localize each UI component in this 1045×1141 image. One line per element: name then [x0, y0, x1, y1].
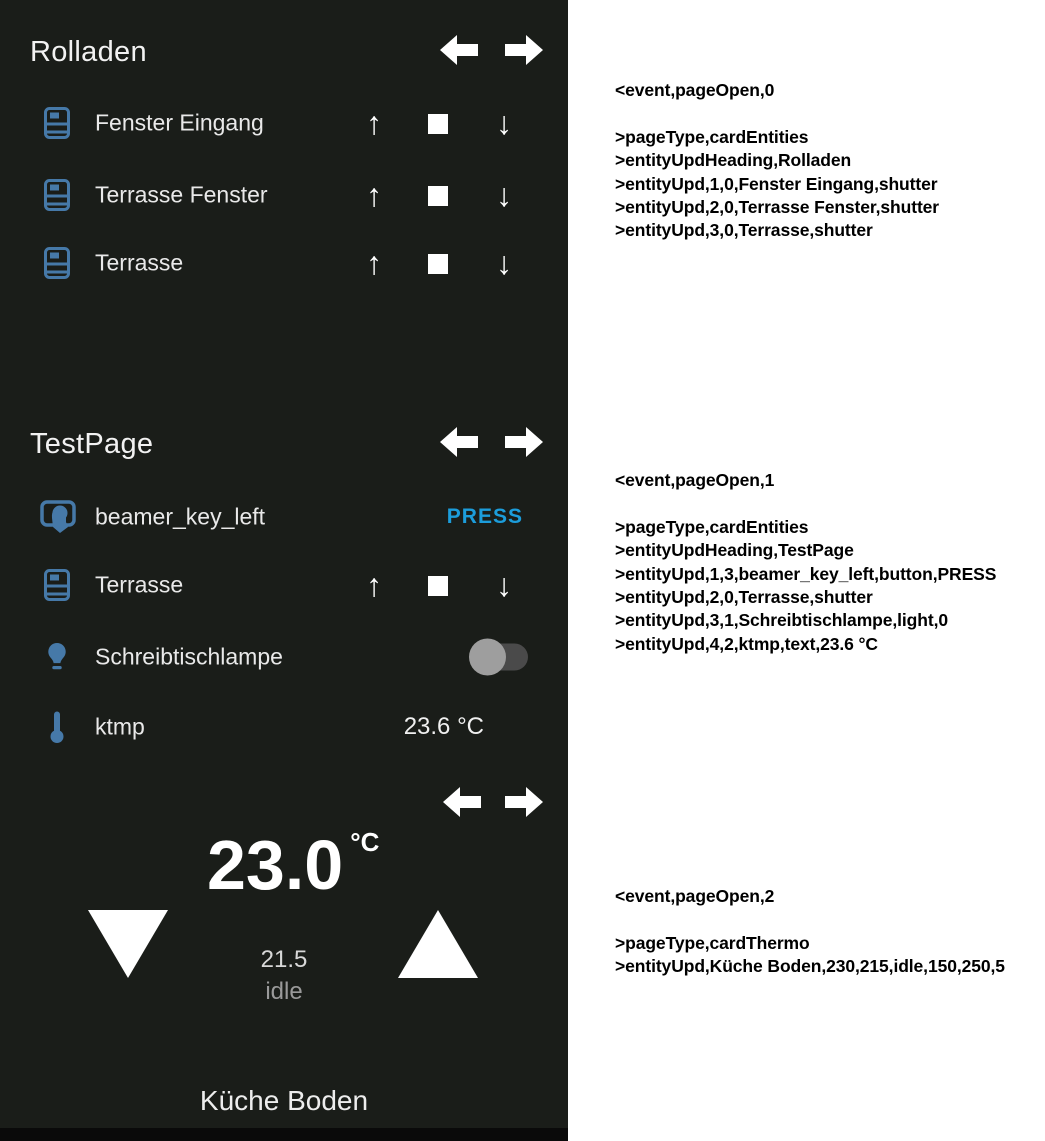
arrow-left-icon	[440, 35, 478, 65]
entity-row-terrasse-fenster	[0, 173, 568, 217]
entity-label: Terrasse	[95, 571, 184, 598]
shutter-icon	[44, 247, 70, 279]
serial-log-line: >entityUpd,3,1,Schreibtischlampe,light,0	[615, 610, 948, 631]
serial-log-line: >entityUpd,2,0,Terrasse,shutter	[615, 587, 873, 608]
entity-label: Schreibtischlampe	[95, 643, 283, 670]
entity-label: Terrasse	[95, 249, 184, 276]
card-testpage	[0, 400, 568, 770]
shutter-stop-button[interactable]	[418, 569, 458, 601]
serial-log-block-page1	[615, 469, 1045, 656]
prev-page-button[interactable]	[443, 787, 481, 817]
page-title: TestPage	[30, 428, 154, 460]
serial-log-line: >entityUpdHeading,TestPage	[615, 540, 854, 561]
thermostat-title: Küche Boden	[199, 1085, 369, 1116]
shutter-down-button[interactable]: ↓	[496, 105, 512, 141]
serial-log-line	[615, 908, 1045, 931]
stop-square-icon	[428, 254, 448, 274]
serial-log-line	[615, 102, 1045, 125]
serial-log-line: >pageType,cardThermo	[615, 932, 810, 953]
serial-log-line: >entityUpd,4,2,ktmp,text,23.6 °C	[615, 633, 878, 654]
shutter-stop-button[interactable]	[418, 247, 458, 279]
entity-row-terrasse	[0, 241, 568, 285]
temperature-value: 23.0	[207, 826, 344, 904]
stop-square-icon	[428, 186, 448, 206]
shutter-icon	[44, 569, 70, 601]
shutter-up-button[interactable]: ↑	[366, 105, 382, 141]
stop-square-icon	[428, 576, 448, 596]
serial-log-line: <event,pageOpen,1	[615, 470, 775, 490]
hvac-state: idle	[265, 978, 303, 1005]
shutter-stop-button[interactable]	[418, 179, 458, 211]
serial-log-line: >entityUpd,1,3,beamer_key_left,button,PRESS	[615, 563, 997, 584]
current-temperature	[207, 826, 380, 904]
setpoint-value: 21.5	[260, 946, 308, 973]
arrow-right-icon	[505, 787, 543, 817]
shutter-icon	[44, 179, 70, 211]
next-page-button[interactable]	[505, 427, 543, 457]
serial-log-block-page2	[615, 885, 1045, 979]
entity-label: Fenster Eingang	[95, 109, 264, 136]
next-page-button[interactable]	[505, 35, 543, 65]
entity-row-terrasse	[0, 563, 568, 607]
prev-page-button[interactable]	[440, 427, 478, 457]
press-button[interactable]: PRESS	[446, 505, 523, 528]
panel-bottom-edge	[0, 1128, 568, 1141]
serial-log-line: >entityUpd,2,0,Terrasse Fenster,shutter	[615, 197, 940, 218]
prev-page-button[interactable]	[440, 35, 478, 65]
serial-log-line: >pageType,cardEntities	[615, 516, 809, 537]
toggle-knob	[469, 639, 506, 676]
annotation-column	[568, 0, 1045, 1141]
serial-log-line: >pageType,cardEntities	[615, 126, 809, 147]
entity-row-schreibtischlampe	[0, 635, 568, 679]
card-rolladen	[0, 0, 568, 400]
serial-log-line: <event,pageOpen,2	[615, 886, 775, 906]
serial-log-line	[615, 492, 1045, 515]
light-toggle-switch[interactable]	[472, 644, 528, 671]
shutter-stop-button[interactable]	[418, 107, 458, 139]
shutter-up-button[interactable]: ↑	[366, 245, 382, 281]
arrow-right-icon	[505, 427, 543, 457]
lightbulb-icon	[46, 642, 68, 673]
arrow-left-icon	[443, 787, 481, 817]
shutter-up-button[interactable]: ↑	[366, 567, 382, 603]
sensor-value: 23.6 °C	[403, 713, 484, 740]
shutter-up-button[interactable]: ↑	[366, 177, 382, 213]
serial-log-line: <event,pageOpen,0	[615, 80, 775, 100]
shutter-down-button[interactable]: ↓	[496, 245, 512, 281]
serial-log-line: >entityUpd,1,0,Fenster Eingang,shutter	[615, 173, 938, 194]
serial-log-line: >entityUpdHeading,Rolladen	[615, 150, 852, 171]
shutter-down-button[interactable]: ↓	[496, 177, 512, 213]
arrow-right-icon	[505, 35, 543, 65]
gesture-tap-button-icon	[40, 499, 78, 535]
thermometer-icon	[50, 710, 64, 744]
serial-log-line: >entityUpd,3,0,Terrasse,shutter	[615, 220, 873, 241]
entity-label: Terrasse Fenster	[95, 181, 268, 208]
shutter-down-button[interactable]: ↓	[496, 567, 512, 603]
entity-label: ktmp	[95, 713, 145, 740]
serial-log-line: >entityUpd,Küche Boden,230,215,idle,150,250,5	[615, 956, 1005, 977]
entity-label: beamer_key_left	[95, 503, 266, 530]
entity-row-ktmp	[0, 705, 568, 749]
entity-row-fenster-eingang	[0, 101, 568, 145]
stop-square-icon	[428, 114, 448, 134]
shutter-icon	[44, 107, 70, 139]
entity-row-beamer-key-left	[0, 495, 568, 539]
next-page-button[interactable]	[505, 787, 543, 817]
temperature-unit: °C	[350, 827, 380, 857]
card-thermo	[0, 770, 568, 1128]
serial-log-block-page0	[615, 79, 1045, 243]
page-title: Rolladen	[30, 36, 147, 68]
arrow-left-icon	[440, 427, 478, 457]
